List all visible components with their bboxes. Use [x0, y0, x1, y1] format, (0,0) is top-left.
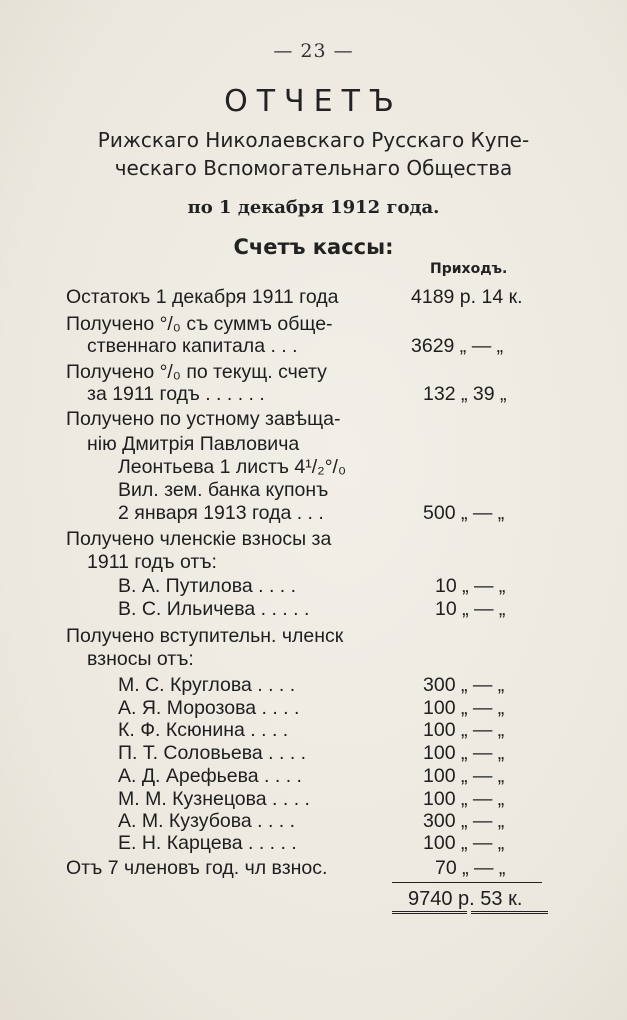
entry-line: Получено членскіе взносы за: [66, 528, 332, 550]
entry-line: А. Я. Морозова . . . .: [118, 697, 300, 719]
entry-line: Получено °/₀ съ суммъ обще-: [66, 313, 333, 335]
sum-rule: [392, 882, 542, 883]
entry-line: 1911 годъ отъ:: [87, 551, 217, 573]
entry-line: Получено °/₀ по текущ. счету: [66, 361, 327, 383]
amount-value: 500 „ — „: [423, 502, 505, 524]
amount-value: 100 „ — „: [423, 697, 505, 719]
amount-value: 100 „ — „: [423, 719, 505, 741]
entry-line: Получено вступительн. членск: [66, 625, 344, 647]
account-heading: Счетъ кассы:: [233, 235, 394, 259]
entry-line: Остатокъ 1 декабря 1911 года: [66, 286, 339, 308]
entry-line: Получено по устному завѣща-: [66, 408, 341, 430]
amount-value: 300 „ — „: [423, 810, 505, 832]
amount-value: 70 „ — „: [435, 857, 506, 879]
report-title: ОТЧЕТЪ: [224, 84, 403, 119]
total-underline-rubles: [392, 911, 467, 914]
entry-line: нію Дмитрія Павловича: [87, 433, 300, 455]
page-number: — 23 —: [273, 40, 354, 62]
amount-value: 4189 р. 14 к.: [411, 286, 523, 308]
entry-line: взносы отъ:: [87, 648, 194, 670]
total-underline-kopecks: [471, 911, 548, 914]
entry-line: В. С. Ильичева . . . . .: [118, 598, 310, 620]
amount-value: 100 „ — „: [423, 788, 505, 810]
total-amount: 9740 р. 53 к.: [408, 888, 523, 910]
amount-value: 100 „ — „: [423, 742, 505, 764]
entry-line: К. Ф. Ксюнина . . . .: [118, 719, 289, 741]
amount-value: 132 „ 39 „: [423, 383, 507, 405]
entry-line: Леонтьева 1 листъ 4¹/₂°/₀: [118, 456, 347, 478]
entry-line: М. С. Круглова . . . .: [118, 674, 296, 696]
entry-line: Е. Н. Карцева . . . . .: [118, 832, 297, 854]
amount-value: 10 „ — „: [435, 598, 506, 620]
amount-value: 100 „ — „: [423, 765, 505, 787]
amount-value: 300 „ — „: [423, 674, 505, 696]
amount-value: 10 „ — „: [435, 575, 506, 597]
entry-line: Отъ 7 членовъ год. чл взнос.: [66, 857, 328, 879]
income-column-header: Приходъ.: [430, 261, 508, 277]
entry-line: П. Т. Соловьева . . . .: [118, 742, 307, 764]
subtitle-line-1: Рижскаго Николаевскаго Русскаго Купе-: [97, 128, 530, 152]
entry-line: за 1911 годъ . . . . . .: [87, 383, 265, 405]
report-date: по 1 декабря 1912 года.: [187, 197, 440, 218]
entry-line: М. М. Кузнецова . . . .: [118, 788, 310, 810]
entry-line: А. Д. Арефьева . . . .: [118, 765, 302, 787]
amount-value: 3629 „ — „: [411, 335, 504, 357]
amount-value: 100 „ — „: [423, 832, 505, 854]
entry-line: ственнаго капитала . . .: [87, 335, 298, 357]
entry-line: В. А. Путилова . . . .: [118, 575, 297, 597]
entry-line: А. М. Кузубова . . . .: [118, 810, 296, 832]
entry-line: 2 января 1913 года . . .: [118, 502, 324, 524]
subtitle-line-2: ческаго Вспомогательнаго Общества: [114, 156, 513, 180]
entry-line: Вил. зем. банка купонъ: [118, 479, 329, 501]
